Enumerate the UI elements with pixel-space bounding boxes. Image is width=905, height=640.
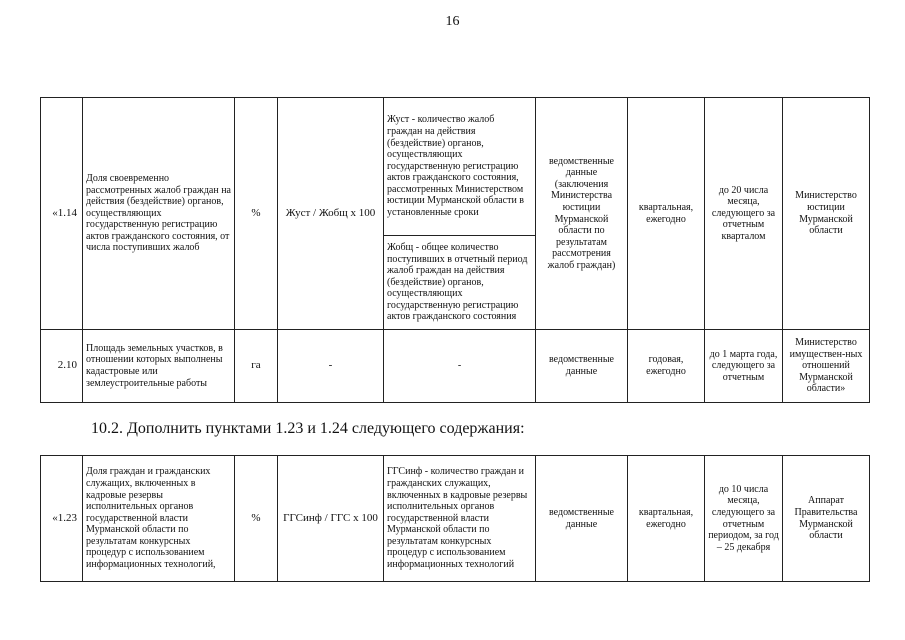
page-number: 16 [445, 14, 460, 29]
data-source: ведомственные данные [536, 456, 628, 582]
row-number: «1.14 [41, 98, 83, 330]
data-source: ведомственные данные (заключения Министерства юстиции Мурманской области по результатам рассмотрения жалоб граждан) [536, 98, 628, 330]
formula-definition: ГГСинф - количество граждан и гражданских служащих, включенных в кадровые резервы исполнительных органов государственной власти Мурманской области по результатам конкурсных процедур с использованием информационных технологий [384, 456, 536, 582]
row-number: «1.23 [41, 456, 83, 582]
indicator-name: Площадь земельных участков, в отношении которых выполнены кадастровые или землеустроительные работы [83, 330, 235, 403]
formula-definition: Жуст - количество жалоб граждан на действия (бездействие) органов, осуществляющих государственную регистрацию актов гражданского состояния, рассмотренных Министерством юстиции Мурманской области в установленные сроки [384, 98, 536, 236]
unit-of-measure: га [235, 330, 278, 403]
data-source: ведомственные данные [536, 330, 628, 403]
section-heading: 10.2. Дополнить пунктами 1.23 и 1.24 следующего содержания: [91, 420, 525, 437]
table-row [41, 330, 870, 403]
reporting-period: квартальная, ежегодно [628, 456, 705, 582]
unit-of-measure: % [235, 456, 278, 582]
table-row [41, 456, 870, 582]
responsible-body: Аппарат Правительства Мурманской области [783, 456, 870, 582]
reporting-period: квартальная, ежегодно [628, 98, 705, 330]
reporting-deadline: до 1 марта года, следующего за отчетным [705, 330, 783, 403]
indicator-name: Доля своевременно рассмотренных жалоб граждан на действия (бездействие) органов, осуществляющих государственную регистрацию актов гражданского состояния, от числа поступивших жалоб [83, 98, 235, 330]
reporting-period: годовая, ежегодно [628, 330, 705, 403]
indicators-table-2 [40, 455, 870, 582]
formula-definition: - [384, 330, 536, 403]
unit-of-measure: % [235, 98, 278, 330]
calculation-formula: Жуст / Жобщ х 100 [278, 98, 384, 330]
indicator-name: Доля граждан и гражданских служащих, включенных в кадровые резервы исполнительных органов государственной власти Мурманской области по результатам конкурсных процедур с использованием информационных технологий, [83, 456, 235, 582]
responsible-body: Министерство юстиции Мурманской области [783, 98, 870, 330]
responsible-body: Министерство имуществен-ных отношений Мурманской области» [783, 330, 870, 403]
calculation-formula: - [278, 330, 384, 403]
calculation-formula: ГГСинф / ГГС х 100 [278, 456, 384, 582]
formula-definition: Жобщ - общее количество поступивших в отчетный период жалоб граждан на действия (бездействие) органов, осуществляющих государственную регистрацию актов гражданского состояния [384, 236, 536, 330]
table-row [41, 98, 870, 236]
reporting-deadline: до 20 числа месяца, следующего за отчетным кварталом [705, 98, 783, 330]
reporting-deadline: до 10 числа месяца, следующего за отчетным периодом, за год – 25 декабря [705, 456, 783, 582]
indicators-table-1 [40, 97, 870, 403]
row-number: 2.10 [41, 330, 83, 403]
